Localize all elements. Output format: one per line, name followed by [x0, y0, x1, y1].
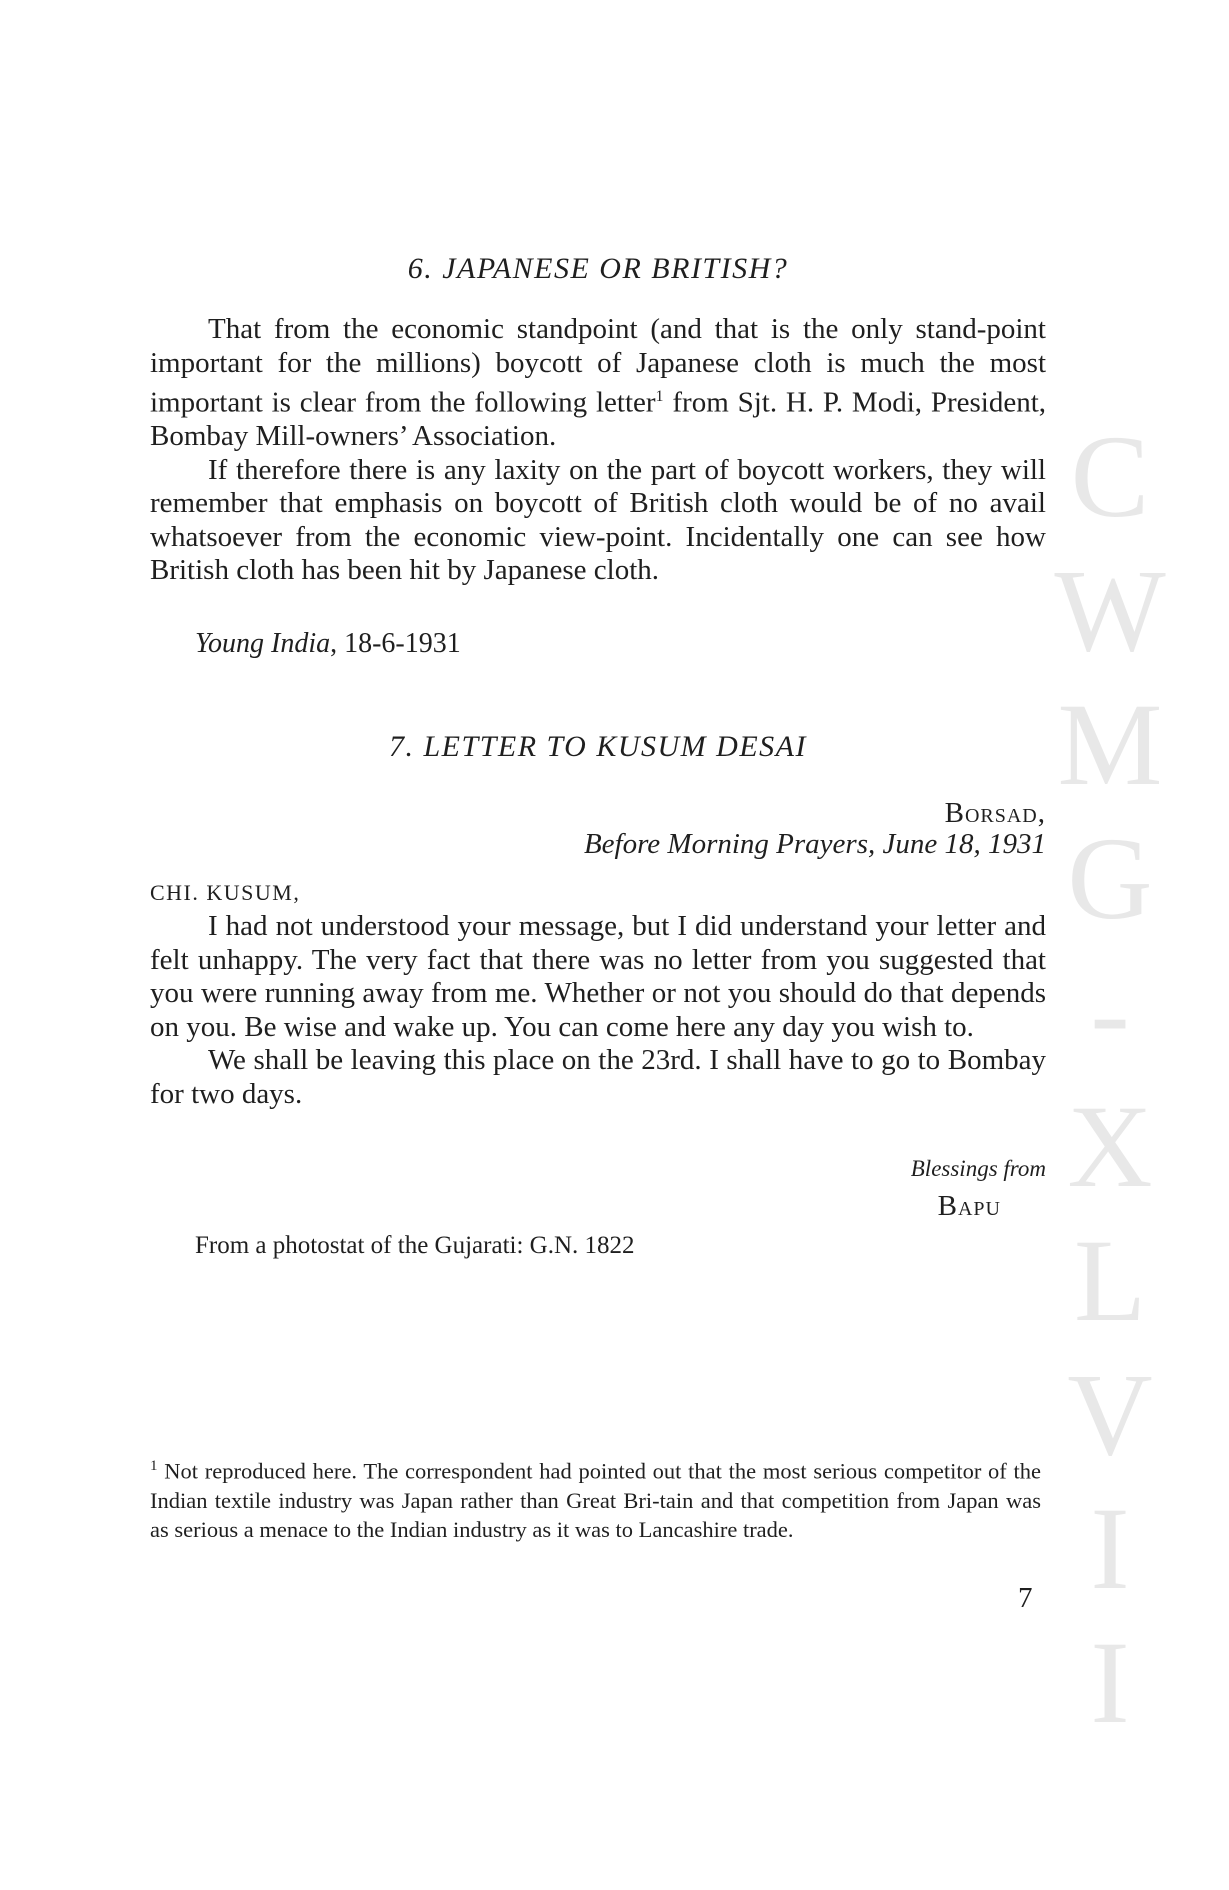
- paragraph-text: from Sjt. H. P. Modi, President, Bombay Mill-owners’ Association.: [150, 386, 1047, 453]
- source-date: , 18-6-1931: [330, 628, 461, 659]
- section-6-title: 6. JAPANESE OR BRITISH?: [407, 252, 789, 285]
- watermark: [1045, 410, 1175, 1750]
- section-7-title: 7. LETTER TO KUSUM DESAI: [389, 730, 807, 763]
- footnote-text: Not reproduced here. The correspondent had pointed out that the most serious competitor of the Indian textile industry was Japan rather than Great Bri-tain and that competition from Japan was as serious a menace to the Indian industry as it was to Lancashire trade.: [150, 1458, 1042, 1542]
- paragraph-text: That from the economic standpoint (and that is the only stand-point important for the millions) boycott of Japanese cloth is much the most important is clear from the following letter: [150, 313, 1046, 419]
- footnote-number: 1: [150, 1458, 158, 1474]
- page-number: 7: [1018, 1582, 1033, 1614]
- letter-source: From a photostat of the Gujarati: G.N. 1822: [195, 1232, 635, 1259]
- letter-place: Borsad,: [944, 797, 1046, 829]
- letter-salutation: CHI. KUSUM,: [150, 880, 301, 905]
- watermark-letter: V: [1067, 1349, 1153, 1480]
- watermark-letter: W: [1054, 545, 1166, 676]
- watermark-letter: -: [1090, 947, 1130, 1078]
- source-publication: Young India: [195, 628, 331, 659]
- letter-dateline: Before Morning Prayers, June 18, 1931: [583, 828, 1046, 860]
- watermark-letter: M: [1057, 679, 1163, 810]
- footnote: [150, 1452, 1041, 1544]
- watermark-letter: C: [1070, 411, 1150, 542]
- section-6-source: [195, 628, 461, 660]
- watermark-letter: L: [1073, 1215, 1147, 1346]
- letter-body: [150, 910, 1046, 1111]
- section-6-body: [150, 313, 1046, 588]
- letter-paragraph-2: We shall be leaving this place on the 23rd. I shall have to go to Bombay for two days.: [150, 1044, 1046, 1110]
- letter-signature: Bapu: [937, 1190, 1001, 1222]
- letter-closing: Blessings from: [910, 1156, 1046, 1181]
- footnote-marker: 1: [655, 388, 664, 405]
- watermark-letter: G: [1067, 813, 1153, 944]
- watermark-letter: I: [1090, 1617, 1130, 1748]
- watermark-letter: X: [1067, 1081, 1153, 1212]
- letter-paragraph-1: I had not understood your message, but I did understand your letter and felt unhappy. The very fact that there was no letter from you suggested that you were running away from me. Whether or not you should do that depends on you. Be wise and wake up. You can come here any day you wish to.: [150, 910, 1046, 1043]
- section-6-paragraph-1: [150, 313, 1046, 454]
- section-6-paragraph-2: If therefore there is any laxity on the part of boycott workers, they will remember that emphasis on boycott of British cloth would be of no avail whatsoever from the economic view-point. Incidentally one can see how British cloth has been hit by Japanese cloth.: [150, 453, 1046, 587]
- watermark-letter: I: [1090, 1483, 1130, 1614]
